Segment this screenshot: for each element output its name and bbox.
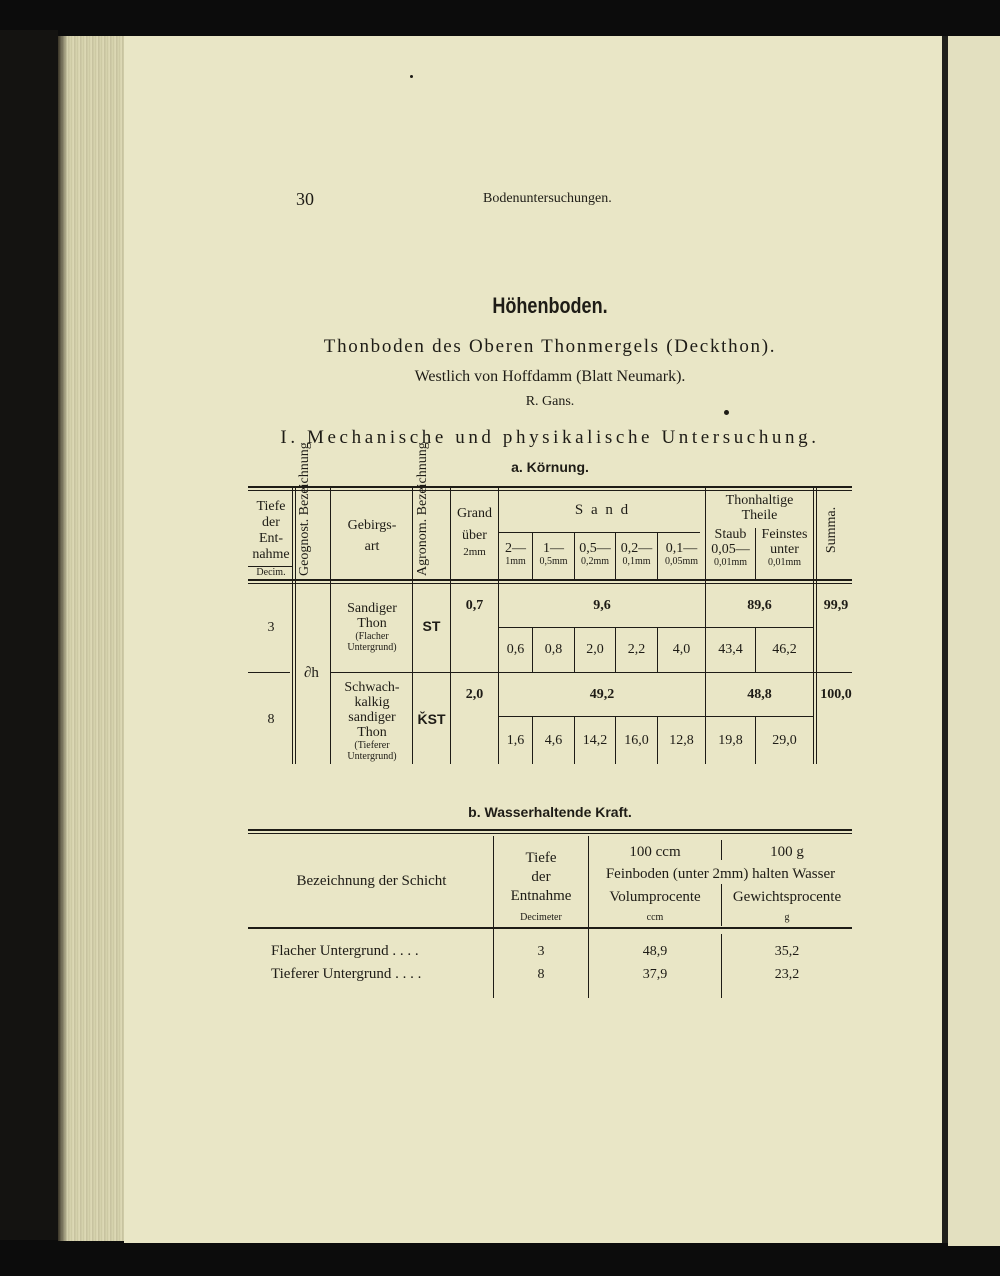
subsection-b-heading: b. Wasserhaltende Kraft. <box>468 804 632 820</box>
cell-sand: 0,6 <box>506 642 525 657</box>
cell-sand: 0,8 <box>544 642 563 657</box>
cell-gew: 35,2 <box>774 944 800 959</box>
cell-sand: 4,6 <box>544 733 563 748</box>
next-page-edge <box>948 36 1000 1246</box>
cell-sand-total: 9,6 <box>593 598 611 613</box>
header-summa: Summa. <box>824 506 839 554</box>
header-tiefe: Tiefe der Ent- nahme <box>252 499 290 562</box>
cell-thon-total: 48,8 <box>747 687 772 702</box>
header-gebirgsart: Gebirgs- art <box>347 518 397 554</box>
cell-summa: 99,9 <box>823 598 849 613</box>
cell-tiefe: 8 <box>537 967 545 982</box>
paper-speck <box>724 410 729 415</box>
page-number: 30 <box>296 189 314 209</box>
page-edge-shadow <box>58 36 68 1241</box>
cell-grand: 0,7 <box>465 598 484 613</box>
cell-sand: 2,2 <box>627 642 646 657</box>
header-vol: Volumprocente <box>609 889 701 905</box>
cell-thon: 43,4 <box>718 642 743 657</box>
header-gew-unit: g <box>784 912 790 923</box>
cell-thon-total: 89,6 <box>747 598 772 613</box>
cell-sand: 12,8 <box>669 733 694 748</box>
header-sand-col: 0,5— 0,2mm <box>579 541 611 567</box>
cell-sand-total: 49,2 <box>589 687 615 702</box>
cell-vol: 48,9 <box>642 944 668 959</box>
cell-grand: 2,0 <box>465 687 484 702</box>
cell-agronom: ǨST <box>417 711 446 727</box>
cell-vol: 37,9 <box>642 967 668 982</box>
header-geognost: Geognost. Bezeichnung <box>297 442 312 576</box>
header-agronom: Agronom. Bezeichnung <box>415 442 430 576</box>
header-tiefe-unit: Decimeter <box>520 912 562 923</box>
header-sand-col: 0,2— 0,1mm <box>620 541 653 567</box>
header-gew: Gewichtsprocente <box>732 889 842 905</box>
cell-name: Flacher Untergrund . . . . <box>271 943 419 959</box>
cell-thon: 19,8 <box>718 733 743 748</box>
cell-summa: 100,0 <box>820 687 852 702</box>
cell-sand: 16,0 <box>624 733 649 748</box>
book-spine <box>0 30 58 1240</box>
cell-sand: 1,6 <box>506 733 525 748</box>
header-bezeichnung: Bezeichnung der Schicht <box>296 873 447 889</box>
header-feinboden-b: 100 g <box>770 844 804 860</box>
cell-tiefe: 8 <box>267 712 275 727</box>
header-grand: Grand über 2mm <box>457 506 492 558</box>
header-tiefe-unit: Decim. <box>256 567 286 578</box>
header-feinboden-a: 100 ccm <box>629 844 681 860</box>
header-thon-col: Staub 0,05— 0,01mm <box>711 527 750 568</box>
header-tiefe: Tiefe der Entnahme <box>510 850 572 904</box>
header-sand-col: 0,1— 0,05mm <box>664 541 699 567</box>
book-page <box>124 36 948 1243</box>
header-thon-col: Feinstes unter 0,01mm <box>761 527 808 568</box>
paper-speck <box>410 75 413 78</box>
cell-gebirgsart: Schwach- kalkig sandiger Thon (Tieferer Untergrund) <box>344 680 400 762</box>
author-line: R. Gans. <box>525 394 575 409</box>
cell-sand: 2,0 <box>586 642 604 657</box>
header-vol-unit: ccm <box>646 912 664 923</box>
cell-gew: 23,2 <box>774 967 800 982</box>
cell-tiefe: 3 <box>537 944 545 959</box>
subsection-a-heading: a. Körnung. <box>511 459 589 475</box>
running-head: Bodenuntersuchungen. <box>483 191 612 206</box>
subtitle: Thonboden des Oberen Thonmergels (Deckthon). <box>323 336 777 357</box>
cell-sand: 14,2 <box>582 733 608 748</box>
page-title: Höhenboden. <box>492 293 608 318</box>
cell-tiefe: 3 <box>267 620 275 635</box>
cell-thon: 46,2 <box>772 642 797 657</box>
cell-thon: 29,0 <box>772 733 797 748</box>
cell-gebirgsart: Sandiger Thon (Flacher Untergrund) <box>347 601 397 653</box>
location-line: Westlich von Hoffdamm (Blatt Neumark). <box>414 368 686 385</box>
header-sand-col: 1— 0,5mm <box>539 541 568 567</box>
header-feinboden-line: Feinboden (unter 2mm) halten Wasser <box>605 866 836 882</box>
header-sand: S a n d <box>574 502 631 518</box>
geognost-value: ∂h <box>304 665 319 681</box>
section-heading: I. Mechanische und physikalische Untersuchung. <box>280 427 820 448</box>
header-sand-col: 2— 1mm <box>505 541 526 567</box>
cell-agronom: ST <box>422 618 441 634</box>
cell-sand: 4,0 <box>672 642 691 657</box>
header-thon: Thonhaltige Theile <box>725 493 794 523</box>
cell-name: Tieferer Untergrund . . . . <box>271 966 422 982</box>
